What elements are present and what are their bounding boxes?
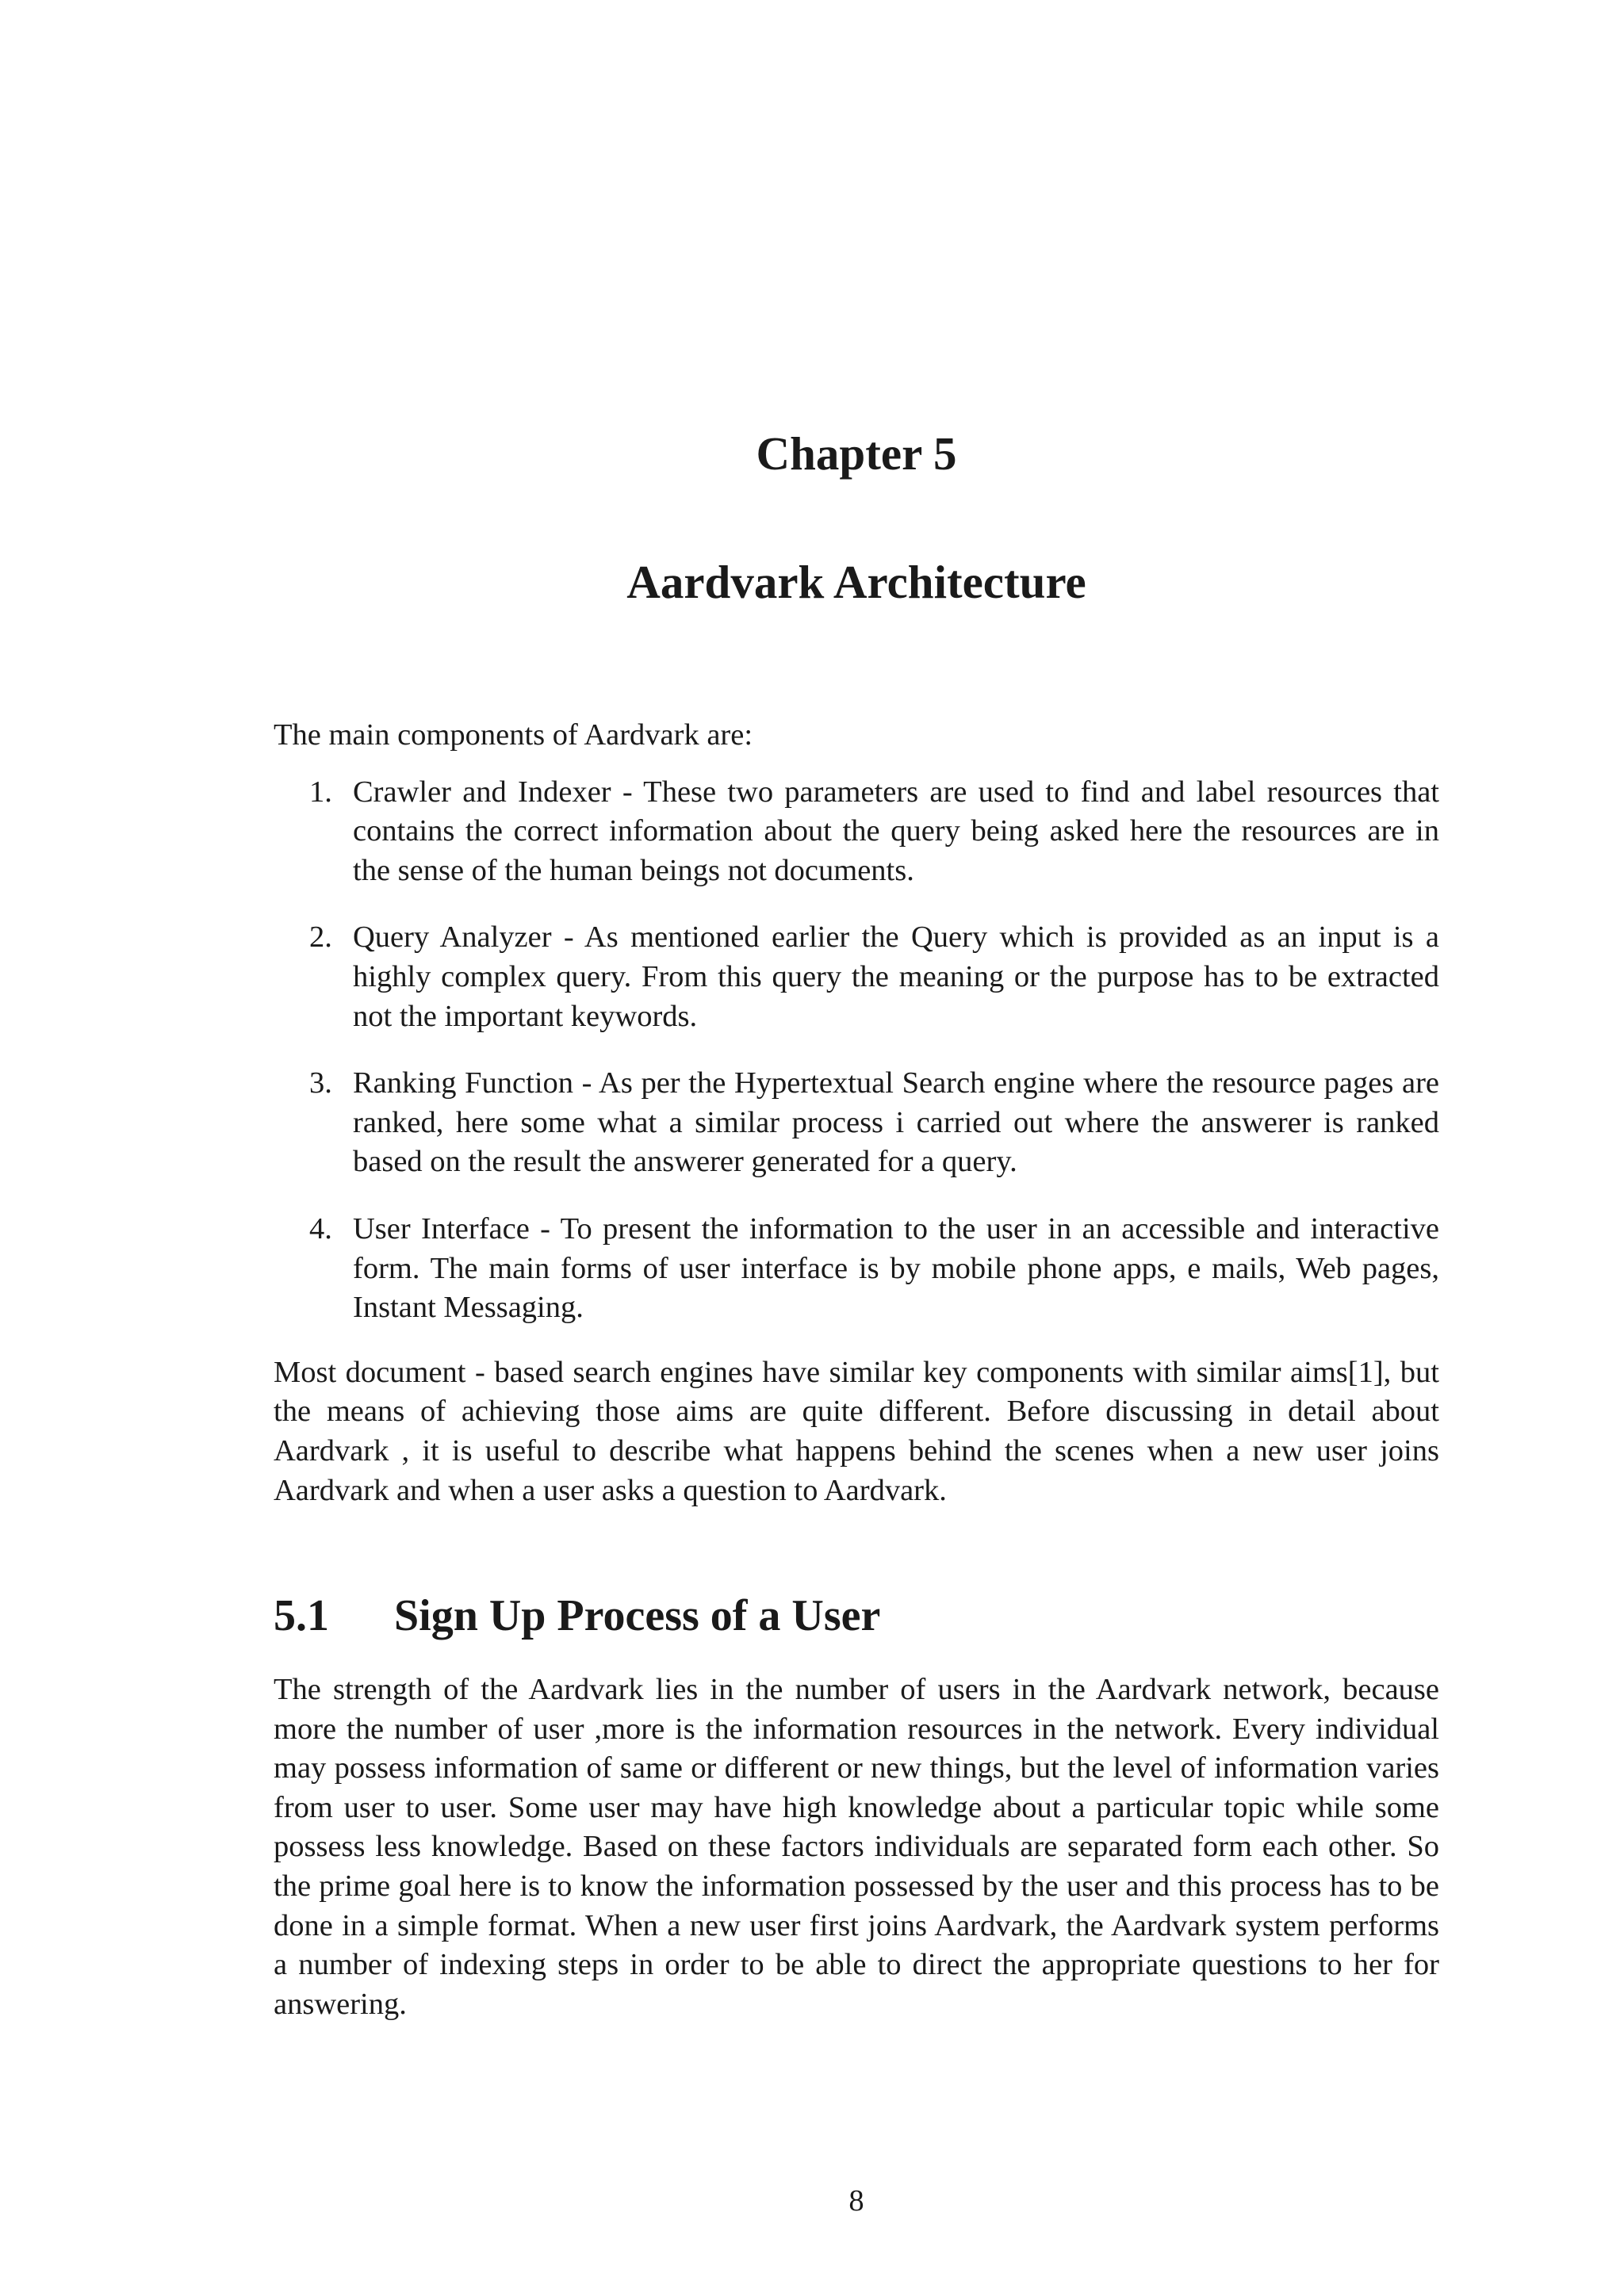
chapter-title: Aardvark Architecture <box>626 556 1086 608</box>
list-item-number: 2. <box>309 920 332 955</box>
list-item-number: 3. <box>309 1066 332 1100</box>
list-item <box>274 918 1439 1036</box>
list-item <box>274 1210 1439 1328</box>
list-item-text: User Interface - To present the information to the user in an accessible and interactive form. The main forms of user interface is by mobile phone apps, e mails, Web pages, Instant Messaging. <box>353 1211 1439 1325</box>
section-title: Sign Up Process of a User <box>394 1591 881 1640</box>
components-list <box>274 773 1439 1328</box>
page-number: 8 <box>848 2184 864 2218</box>
chapter-label: Chapter 5 <box>756 427 957 480</box>
search-engines-paragraph: Most document - based search engines have similar key components with similar aims[1], but the means of achieving those aims are quite different. Before discussing in detail about Aardvark , it is useful to describe what happens behind the scenes when a new user joins Aardvark and when a user asks a question to Aardvark. <box>274 1355 1439 1507</box>
list-item <box>274 773 1439 891</box>
list-item-number: 4. <box>309 1211 332 1246</box>
list-item-text: Crawler and Indexer - These two parameters are used to find and label resources that contains the correct information about the query being asked here the resources are in the sense of the human beings not documents. <box>353 775 1439 887</box>
document-page <box>274 0 1439 2296</box>
list-item-text: Ranking Function - As per the Hypertextual Search engine where the resource pages are ranked, here some what a similar process i carried out where the answerer is ranked based on the result the answerer generated for a query. <box>353 1066 1439 1179</box>
chapter-body <box>274 716 1439 1510</box>
section-body-paragraph: The strength of the Aardvark lies in the number of users in the Aardvark network, because more the number of user ,more is the information resources in the network. Every individual may possess information of same or different or new things, but the level of information varies from user to user. Some user may have high knowledge about a particular topic while some possess less knowledge. Based on these factors individuals are separated form each other. So the prime goal here is to know the information possessed by the user and this process has to be done in a simple format. When a new user first joins Aardvark, the Aardvark system performs a number of indexing steps in order to be able to direct the appropriate questions to her for answering. <box>274 1673 1439 2021</box>
list-item <box>274 1064 1439 1182</box>
section-number: 5.1 <box>274 1591 329 1640</box>
section-heading <box>274 1587 1439 1644</box>
intro-paragraph: The main components of Aardvark are: <box>274 718 753 752</box>
list-item-number: 1. <box>309 775 332 809</box>
list-item-text: Query Analyzer - As mentioned earlier the Query which is provided as an input is a highly complex query. From this query the meaning or the purpose has to be extracted not the important keywords. <box>353 920 1439 1033</box>
